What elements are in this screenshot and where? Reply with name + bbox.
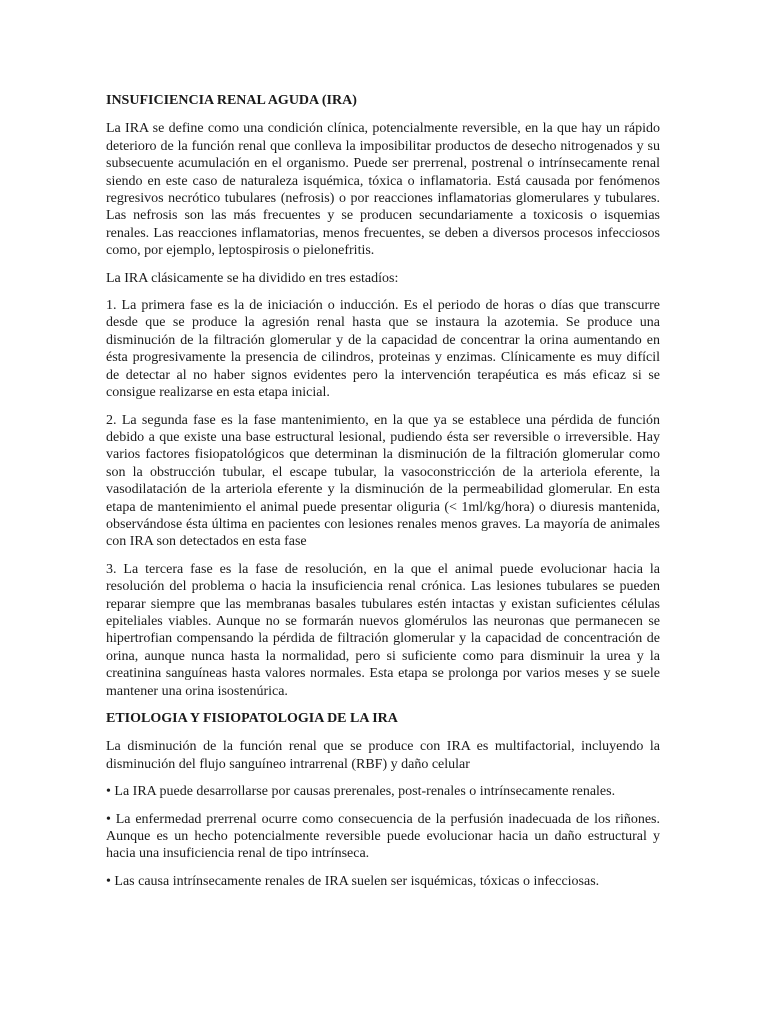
paragraph-definition: La IRA se define como una condición clínica, potencialmente reversible, en la que hay un rápido deterioro de la función renal que conlleva la imposibilitar productos de desecho nitrogenados y su subsecuente acumulación en el organismo. Puede ser prerrenal, postrenal o intrínsecamente renal siendo en este caso de naturaleza isquémica, tóxica o inflamatoria. Está causada por fenómenos regresivos necrótico tubulares (nefrosis) o por reacciones inflamatorias glomerulares y tubulares. Las nefrosis son las más frecuentes y se producen secundariamente a toxicosis o isquemias renales. Las reacciones inflamatorias, menos frecuentes, se deben a diversos procesos infecciosos como, por ejemplo, leptospirosis o pielonefritis. <box>106 121 660 259</box>
section-heading-ira: INSUFICIENCIA RENAL AGUDA (IRA) <box>106 93 357 108</box>
paragraph-etiologia: La disminución de la función renal que se produce con IRA es multifactorial, incluyendo la disminución del flujo sanguíneo intrarrenal (RBF) y daño celular <box>106 739 660 772</box>
paragraph-stage-1: 1. La primera fase es la de iniciación o inducción. Es el periodo de horas o días que transcurre desde que se produce la agresión renal hasta que se instaura la azotemia. Se produce una disminución de la filtración glomerular y de la capacidad de concentrar la orina aumentando en ésta progresivamente la presencia de cilindros, proteinas y enzimas. Clínicamente es muy difícil de detectar al no haber signos evidentes pero la intervención terapéutica es más eficaz si se consigue realizarse en esta etapa inicial. <box>106 298 660 401</box>
bullet-item-intrinseca: • Las causa intrínsecamente renales de IRA suelen ser isquémicas, tóxicas o infecciosas. <box>106 873 600 889</box>
paragraph-stages-intro: La IRA clásicamente se ha dividido en tres estadíos: <box>106 270 399 286</box>
section-heading-etiologia: ETIOLOGIA Y FISIOPATOLOGIA DE LA IRA <box>106 711 398 726</box>
document-page <box>106 92 660 900</box>
paragraph-stage-3: 3. La tercera fase es la fase de resolución, en la que el animal puede evolucionar hacia la resolución del problema o hacia la insuficiencia renal crónica. Las lesiones tubulares se pueden reparar siempre que las membranas basales tubulares estén intactas y existan suficientes células epiteliales viables. Aunque no se formarán nuevos glomérulos las neuronas que permanecen se hipertrofian compensando la pérdida de filtración glomerular y la capacidad de concentración de orina, aunque nunca hasta la normalidad, pero si suficiente como para disminuir la urea y la creatinina sanguíneas hasta valores normales. Esta etapa se prolonga por varios meses y se suele mantener una orina isostenúrica. <box>106 561 660 699</box>
bullet-item-causas: • La IRA puede desarrollarse por causas prerenales, post-renales o intrínsecamente renales. <box>106 784 616 800</box>
bullet-item-prerrenal: • La enfermedad prerrenal ocurre como consecuencia de la perfusión inadecuada de los riñones. Aunque es un hecho potencialmente reversible puede evolucionar hacia un daño estructural y hacia una insuficiencia renal de tipo intrínseca. <box>106 811 660 862</box>
paragraph-stage-2: 2. La segunda fase es la fase mantenimiento, en la que ya se establece una pérdida de función debido a que existe una base estructural lesional, pudiendo ésta ser reversible o irreversible. Hay varios factores fisiopatológicos que determinan la disminución de la filtración glomerular como son la obstrucción tubular, el escape tubular, la vasoconstricción de la arteriola eferente, la vasodilatación de la arteriola eferente y la disminución de la permeabilidad glomerular. En esta etapa de mantenimiento el animal puede presentar oliguria (< 1ml/kg/hora) o diuresis mantenida, observándose ésta última en pacientes con lesiones renales menos graves. La mayoría de animales con IRA son detectados en esta fase <box>106 412 660 550</box>
